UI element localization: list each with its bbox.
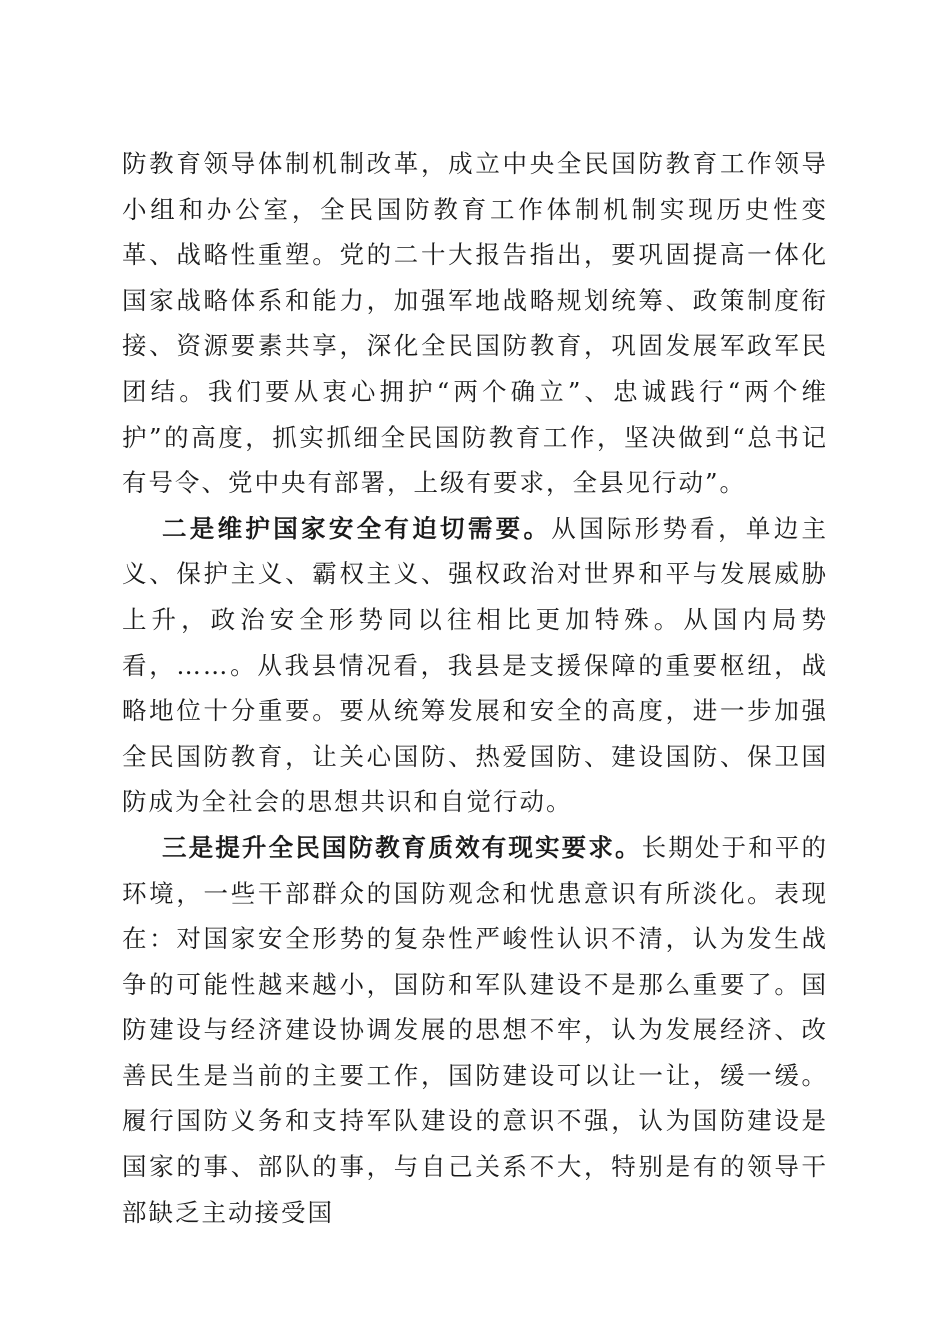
paragraph-text: 从国际形势看，单边主义、保护主义、霸权主义、强权政治对世界和平与发展威胁上升，政治安全形势同以往相比更加特殊。从国内局势看，……。从我县情况看，我县是支援保障的重要枢纽，战略地位十分重要。要从统筹发展和安全的高度，进一步加强全民国防教育，让关心国防、热爱国防、建设国防、保卫国防成为全社会的思想共识和自觉行动。: [122, 513, 829, 817]
paragraph-text: 防教育领导体制机制改革，成立中央全民国防教育工作领导小组和办公室，全民国防教育工作体制机制实现历史性变革、战略性重塑。党的二十大报告指出，要巩固提高一体化国家战略体系和能力，加强军地战略规划统筹、政策制度衔接、资源要素共享，深化全民国防教育，巩固发展军政军民团结。我们要从衷心拥护“两个确立”、忠诚践行“两个维护”的高度，抓实抓细全民国防教育工作，坚决做到“总书记有号令、党中央有部署，上级有要求，全县见行动”。: [122, 149, 828, 498]
paragraph-national-security: [122, 506, 828, 825]
paragraph-lead-heading: 二是维护国家安全有迫切需要。: [162, 513, 552, 543]
paragraph-education-quality: [122, 825, 828, 1235]
paragraph-continued: [122, 141, 828, 506]
paragraph-text: 长期处于和平的环境，一些干部群众的国防观念和忧患意识有所淡化。表现在：对国家安全形势的复杂性严峻性认识不清，认为发生战争的可能性越来越小，国防和军队建设不是那么重要了。国防建设与经济建设协调发展的思想不牢，认为发展经济、改善民生是当前的主要工作，国防建设可以让一让，缓一缓。履行国防义务和支持军队建设的意识不强，认为国防建设是国家的事、部队的事，与自己关系不大，特别是有的领导干部缺乏主动接受国: [122, 832, 828, 1227]
paragraph-lead-heading: 三是提升全民国防教育质效有现实要求。: [162, 832, 642, 862]
document-body: [122, 141, 828, 1235]
